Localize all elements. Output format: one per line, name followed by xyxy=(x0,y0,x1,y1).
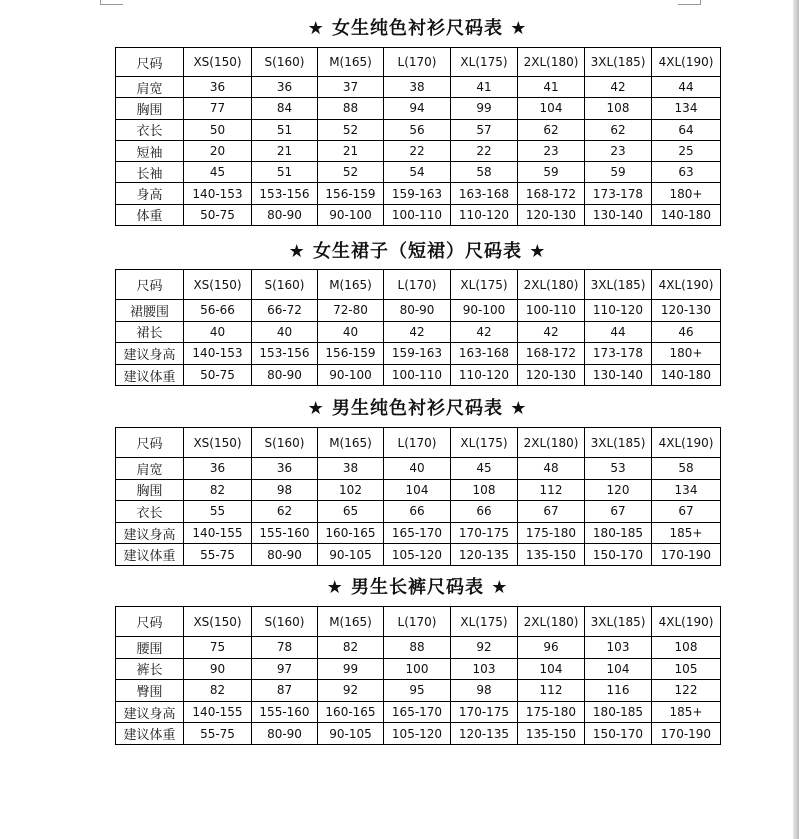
measurement-label: 衣长 xyxy=(116,119,184,140)
table-row xyxy=(116,458,721,480)
measurement-value: 134 xyxy=(652,479,721,501)
measurement-value: 180+ xyxy=(652,343,721,365)
measurement-value: 67 xyxy=(518,501,585,523)
measurement-value: 130-140 xyxy=(585,204,652,225)
measurement-value: 80-90 xyxy=(252,544,318,566)
measurement-value: 52 xyxy=(318,119,384,140)
measurement-value: 185+ xyxy=(652,522,721,544)
table-row xyxy=(116,364,721,386)
measurement-value: 45 xyxy=(184,162,252,183)
measurement-value: 87 xyxy=(252,680,318,702)
measurement-value: 173-178 xyxy=(585,183,652,204)
page-corner-mark-right xyxy=(678,0,701,5)
size-header-cell: L(170) xyxy=(384,270,451,300)
page-edge-shadow xyxy=(793,0,799,839)
measurement-value: 54 xyxy=(384,162,451,183)
measurement-value: 21 xyxy=(252,140,318,161)
size-header-cell: XS(150) xyxy=(184,270,252,300)
table-row xyxy=(116,343,721,365)
measurement-value: 104 xyxy=(384,479,451,501)
size-header-row xyxy=(116,607,721,637)
measurement-value: 62 xyxy=(252,501,318,523)
size-header-cell: 3XL(185) xyxy=(585,428,652,458)
measurement-value: 160-165 xyxy=(318,701,384,723)
measurement-value: 37 xyxy=(318,77,384,98)
section-title: ★ 女生裙子（短裙）尺码表 ★ xyxy=(288,241,547,262)
measurement-value: 170-190 xyxy=(652,544,721,566)
measurement-value: 36 xyxy=(184,77,252,98)
measurement-value: 103 xyxy=(585,637,652,659)
measurement-label: 胸围 xyxy=(116,479,184,501)
measurement-value: 130-140 xyxy=(585,364,652,386)
measurement-value: 104 xyxy=(585,658,652,680)
measurement-value: 25 xyxy=(652,140,721,161)
measurement-value: 165-170 xyxy=(384,701,451,723)
measurement-value: 98 xyxy=(252,479,318,501)
measurement-value: 38 xyxy=(318,458,384,480)
measurement-value: 105 xyxy=(652,658,721,680)
measurement-label: 裤长 xyxy=(116,658,184,680)
size-header-label: 尺码 xyxy=(116,607,184,637)
measurement-value: 36 xyxy=(252,458,318,480)
measurement-value: 40 xyxy=(384,458,451,480)
measurement-value: 20 xyxy=(184,140,252,161)
measurement-value: 140-180 xyxy=(652,204,721,225)
measurement-value: 22 xyxy=(451,140,518,161)
measurement-value: 163-168 xyxy=(451,343,518,365)
measurement-value: 99 xyxy=(451,98,518,119)
measurement-value: 41 xyxy=(451,77,518,98)
table-row xyxy=(116,98,721,119)
table-row xyxy=(116,119,721,140)
measurement-value: 57 xyxy=(451,119,518,140)
measurement-value: 90-100 xyxy=(318,364,384,386)
measurement-value: 50-75 xyxy=(184,364,252,386)
measurement-value: 95 xyxy=(384,680,451,702)
measurement-value: 180-185 xyxy=(585,701,652,723)
measurement-value: 156-159 xyxy=(318,183,384,204)
measurement-value: 100-110 xyxy=(384,204,451,225)
size-header-label: 尺码 xyxy=(116,270,184,300)
table-row xyxy=(116,140,721,161)
size-header-label: 尺码 xyxy=(116,428,184,458)
size-header-cell: XS(150) xyxy=(184,607,252,637)
measurement-value: 103 xyxy=(451,658,518,680)
size-header-cell: XL(175) xyxy=(451,428,518,458)
table-row xyxy=(116,321,721,343)
size-header-cell: 4XL(190) xyxy=(652,270,721,300)
measurement-value: 51 xyxy=(252,162,318,183)
measurement-label: 建议身高 xyxy=(116,343,184,365)
size-header-cell: S(160) xyxy=(252,607,318,637)
measurement-value: 112 xyxy=(518,680,585,702)
measurement-value: 100-110 xyxy=(518,300,585,322)
measurement-value: 59 xyxy=(518,162,585,183)
measurement-value: 58 xyxy=(451,162,518,183)
measurement-value: 52 xyxy=(318,162,384,183)
measurement-value: 122 xyxy=(652,680,721,702)
table-row xyxy=(116,723,721,745)
measurement-value: 140-180 xyxy=(652,364,721,386)
size-header-cell: 4XL(190) xyxy=(652,48,721,77)
measurement-value: 160-165 xyxy=(318,522,384,544)
measurement-value: 90-100 xyxy=(318,204,384,225)
measurement-value: 92 xyxy=(451,637,518,659)
measurement-value: 55-75 xyxy=(184,723,252,745)
measurement-value: 58 xyxy=(652,458,721,480)
measurement-value: 155-160 xyxy=(252,522,318,544)
measurement-value: 42 xyxy=(451,321,518,343)
measurement-value: 110-120 xyxy=(451,364,518,386)
measurement-value: 110-120 xyxy=(451,204,518,225)
measurement-value: 104 xyxy=(518,98,585,119)
measurement-value: 140-155 xyxy=(184,522,252,544)
measurement-label: 身高 xyxy=(116,183,184,204)
measurement-label: 臀围 xyxy=(116,680,184,702)
measurement-label: 肩宽 xyxy=(116,77,184,98)
measurement-value: 159-163 xyxy=(384,343,451,365)
measurement-value: 78 xyxy=(252,637,318,659)
size-header-cell: 3XL(185) xyxy=(585,607,652,637)
measurement-value: 45 xyxy=(451,458,518,480)
measurement-value: 72-80 xyxy=(318,300,384,322)
measurement-label: 肩宽 xyxy=(116,458,184,480)
section-title: ★ 女生纯色衬衫尺码表 ★ xyxy=(307,18,528,39)
measurement-value: 108 xyxy=(585,98,652,119)
table-row xyxy=(116,637,721,659)
measurement-value: 36 xyxy=(252,77,318,98)
measurement-value: 42 xyxy=(384,321,451,343)
table-row xyxy=(116,680,721,702)
size-header-cell: M(165) xyxy=(318,48,384,77)
measurement-value: 44 xyxy=(652,77,721,98)
measurement-value: 46 xyxy=(652,321,721,343)
measurement-value: 51 xyxy=(252,119,318,140)
table-row xyxy=(116,204,721,225)
measurement-value: 75 xyxy=(184,637,252,659)
measurement-value: 84 xyxy=(252,98,318,119)
measurement-value: 104 xyxy=(518,658,585,680)
section-title: ★ 男生长裤尺码表 ★ xyxy=(326,577,509,598)
measurement-value: 66 xyxy=(451,501,518,523)
mens-shirt-size-table xyxy=(115,427,721,566)
measurement-value: 67 xyxy=(652,501,721,523)
measurement-value: 98 xyxy=(451,680,518,702)
table-row xyxy=(116,544,721,566)
table-row xyxy=(116,658,721,680)
measurement-value: 120-135 xyxy=(451,723,518,745)
measurement-value: 159-163 xyxy=(384,183,451,204)
measurement-value: 175-180 xyxy=(518,522,585,544)
table-row xyxy=(116,183,721,204)
measurement-value: 97 xyxy=(252,658,318,680)
measurement-label: 建议身高 xyxy=(116,522,184,544)
measurement-value: 175-180 xyxy=(518,701,585,723)
size-header-row xyxy=(116,428,721,458)
measurement-value: 62 xyxy=(585,119,652,140)
size-header-label: 尺码 xyxy=(116,48,184,77)
measurement-value: 94 xyxy=(384,98,451,119)
measurement-value: 48 xyxy=(518,458,585,480)
size-header-cell: L(170) xyxy=(384,607,451,637)
measurement-value: 140-153 xyxy=(184,183,252,204)
measurement-value: 163-168 xyxy=(451,183,518,204)
measurement-label: 腰围 xyxy=(116,637,184,659)
measurement-value: 100-110 xyxy=(384,364,451,386)
table-row xyxy=(116,77,721,98)
measurement-value: 150-170 xyxy=(585,544,652,566)
measurement-value: 62 xyxy=(518,119,585,140)
size-header-cell: 2XL(180) xyxy=(518,270,585,300)
measurement-value: 135-150 xyxy=(518,544,585,566)
size-header-cell: 3XL(185) xyxy=(585,48,652,77)
measurement-value: 96 xyxy=(518,637,585,659)
measurement-value: 59 xyxy=(585,162,652,183)
measurement-value: 42 xyxy=(585,77,652,98)
measurement-value: 88 xyxy=(318,98,384,119)
table-row xyxy=(116,162,721,183)
size-header-cell: XS(150) xyxy=(184,48,252,77)
measurement-label: 建议身高 xyxy=(116,701,184,723)
measurement-value: 120-135 xyxy=(451,544,518,566)
womens-skirt-size-table xyxy=(115,269,721,386)
size-header-cell: L(170) xyxy=(384,48,451,77)
measurement-value: 42 xyxy=(518,321,585,343)
measurement-value: 38 xyxy=(384,77,451,98)
measurement-value: 180-185 xyxy=(585,522,652,544)
measurement-value: 66 xyxy=(384,501,451,523)
measurement-value: 168-172 xyxy=(518,343,585,365)
measurement-value: 168-172 xyxy=(518,183,585,204)
measurement-label: 裙腰围 xyxy=(116,300,184,322)
size-header-cell: L(170) xyxy=(384,428,451,458)
measurement-value: 82 xyxy=(184,479,252,501)
measurement-value: 120-130 xyxy=(518,204,585,225)
measurement-value: 22 xyxy=(384,140,451,161)
measurement-label: 建议体重 xyxy=(116,544,184,566)
table-row xyxy=(116,479,721,501)
measurement-value: 90-105 xyxy=(318,723,384,745)
measurement-value: 64 xyxy=(652,119,721,140)
measurement-value: 150-170 xyxy=(585,723,652,745)
measurement-value: 112 xyxy=(518,479,585,501)
measurement-value: 110-120 xyxy=(585,300,652,322)
measurement-value: 82 xyxy=(184,680,252,702)
measurement-value: 156-159 xyxy=(318,343,384,365)
size-header-cell: M(165) xyxy=(318,428,384,458)
size-header-row xyxy=(116,48,721,77)
size-header-cell: M(165) xyxy=(318,607,384,637)
size-header-cell: S(160) xyxy=(252,48,318,77)
table-row xyxy=(116,701,721,723)
measurement-value: 40 xyxy=(318,321,384,343)
measurement-value: 36 xyxy=(184,458,252,480)
measurement-value: 50-75 xyxy=(184,204,252,225)
measurement-value: 180+ xyxy=(652,183,721,204)
measurement-value: 120-130 xyxy=(518,364,585,386)
measurement-value: 140-153 xyxy=(184,343,252,365)
page-corner-mark-left xyxy=(100,0,123,5)
size-header-cell: 4XL(190) xyxy=(652,428,721,458)
size-header-cell: XL(175) xyxy=(451,48,518,77)
measurement-value: 90-105 xyxy=(318,544,384,566)
measurement-value: 165-170 xyxy=(384,522,451,544)
measurement-label: 建议体重 xyxy=(116,364,184,386)
measurement-value: 153-156 xyxy=(252,343,318,365)
size-header-cell: 4XL(190) xyxy=(652,607,721,637)
measurement-value: 99 xyxy=(318,658,384,680)
measurement-value: 155-160 xyxy=(252,701,318,723)
measurement-value: 92 xyxy=(318,680,384,702)
measurement-value: 80-90 xyxy=(252,204,318,225)
size-header-cell: 2XL(180) xyxy=(518,428,585,458)
measurement-value: 80-90 xyxy=(384,300,451,322)
measurement-label: 短袖 xyxy=(116,140,184,161)
measurement-value: 23 xyxy=(585,140,652,161)
measurement-value: 108 xyxy=(652,637,721,659)
measurement-value: 185+ xyxy=(652,701,721,723)
measurement-value: 66-72 xyxy=(252,300,318,322)
measurement-value: 23 xyxy=(518,140,585,161)
size-header-row xyxy=(116,270,721,300)
measurement-value: 80-90 xyxy=(252,723,318,745)
measurement-value: 170-175 xyxy=(451,701,518,723)
measurement-value: 21 xyxy=(318,140,384,161)
measurement-value: 134 xyxy=(652,98,721,119)
measurement-value: 170-190 xyxy=(652,723,721,745)
measurement-value: 80-90 xyxy=(252,364,318,386)
measurement-label: 长袖 xyxy=(116,162,184,183)
measurement-value: 53 xyxy=(585,458,652,480)
measurement-label: 衣长 xyxy=(116,501,184,523)
table-row xyxy=(116,300,721,322)
measurement-value: 105-120 xyxy=(384,723,451,745)
measurement-value: 140-155 xyxy=(184,701,252,723)
measurement-label: 胸围 xyxy=(116,98,184,119)
measurement-value: 88 xyxy=(384,637,451,659)
measurement-value: 40 xyxy=(184,321,252,343)
womens-shirt-size-table xyxy=(115,47,721,226)
size-header-cell: 2XL(180) xyxy=(518,48,585,77)
measurement-value: 41 xyxy=(518,77,585,98)
table-row xyxy=(116,501,721,523)
measurement-value: 63 xyxy=(652,162,721,183)
measurement-label: 体重 xyxy=(116,204,184,225)
size-header-cell: 3XL(185) xyxy=(585,270,652,300)
table-row xyxy=(116,522,721,544)
measurement-value: 120-130 xyxy=(652,300,721,322)
measurement-value: 50 xyxy=(184,119,252,140)
size-header-cell: S(160) xyxy=(252,270,318,300)
mens-trousers-size-table xyxy=(115,606,721,745)
measurement-value: 170-175 xyxy=(451,522,518,544)
measurement-value: 90 xyxy=(184,658,252,680)
measurement-value: 102 xyxy=(318,479,384,501)
measurement-value: 82 xyxy=(318,637,384,659)
measurement-value: 65 xyxy=(318,501,384,523)
measurement-label: 建议体重 xyxy=(116,723,184,745)
measurement-value: 90-100 xyxy=(451,300,518,322)
measurement-value: 56 xyxy=(384,119,451,140)
section-title: ★ 男生纯色衬衫尺码表 ★ xyxy=(307,398,528,419)
measurement-value: 120 xyxy=(585,479,652,501)
size-header-cell: XL(175) xyxy=(451,607,518,637)
measurement-value: 77 xyxy=(184,98,252,119)
measurement-value: 108 xyxy=(451,479,518,501)
measurement-value: 40 xyxy=(252,321,318,343)
measurement-value: 173-178 xyxy=(585,343,652,365)
measurement-value: 105-120 xyxy=(384,544,451,566)
measurement-value: 55 xyxy=(184,501,252,523)
measurement-value: 153-156 xyxy=(252,183,318,204)
size-header-cell: XS(150) xyxy=(184,428,252,458)
measurement-value: 55-75 xyxy=(184,544,252,566)
measurement-value: 67 xyxy=(585,501,652,523)
size-header-cell: XL(175) xyxy=(451,270,518,300)
size-header-cell: 2XL(180) xyxy=(518,607,585,637)
measurement-value: 56-66 xyxy=(184,300,252,322)
measurement-value: 135-150 xyxy=(518,723,585,745)
size-header-cell: M(165) xyxy=(318,270,384,300)
measurement-value: 44 xyxy=(585,321,652,343)
size-header-cell: S(160) xyxy=(252,428,318,458)
measurement-label: 裙长 xyxy=(116,321,184,343)
measurement-value: 100 xyxy=(384,658,451,680)
measurement-value: 116 xyxy=(585,680,652,702)
